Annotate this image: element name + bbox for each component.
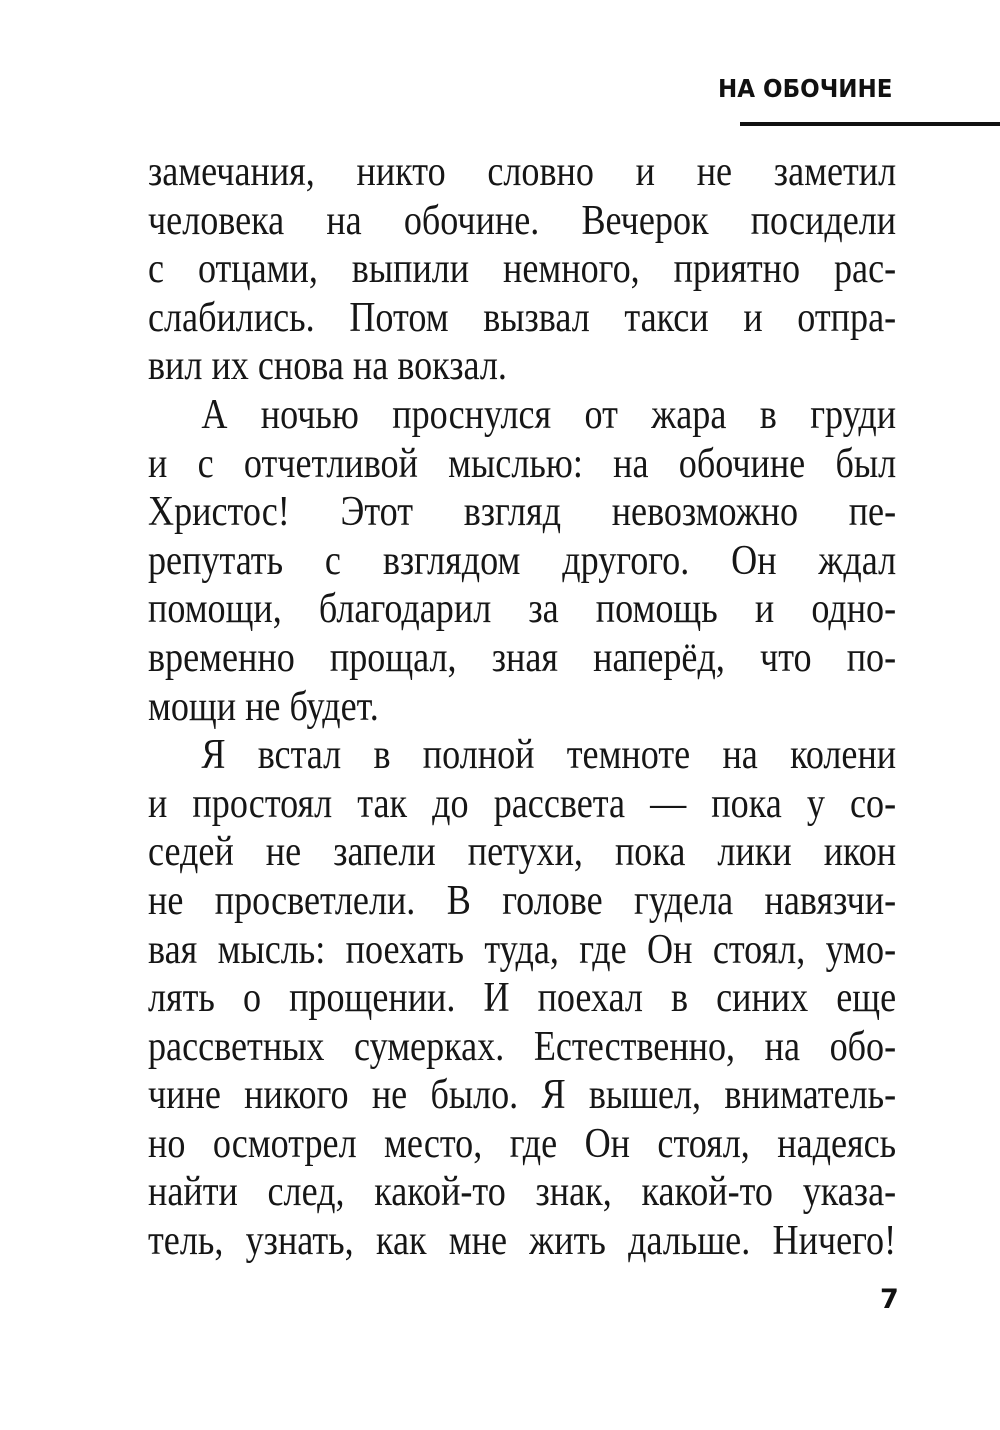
- body-text: [148, 148, 896, 1266]
- text-line: тель, узнать, как мне жить дальше. Ничего!: [148, 1218, 897, 1265]
- text-line: вая мысль: поехать туда, где Он стоял, умо-: [148, 926, 897, 973]
- text-line: репутать с взглядом другого. Он ждал: [148, 537, 897, 584]
- text-line: и простоял так до рассвета — пока у со-: [148, 780, 897, 827]
- page-number: 7: [880, 1284, 899, 1315]
- text-line: временно прощал, зная наперёд, что по-: [148, 634, 897, 681]
- text-line: вил их снова на вокзал.: [148, 343, 507, 390]
- text-line: лять о прощении. И поехал в синих еще: [148, 975, 897, 1022]
- text-line: чине никого не было. Я вышел, вниматель-: [148, 1072, 897, 1119]
- text-line: Я встал в полной темноте на колени: [201, 732, 897, 779]
- text-line: слабились. Потом вызвал такси и отпра-: [148, 294, 897, 341]
- paragraph: [148, 391, 896, 731]
- header-rule: [740, 122, 1000, 126]
- text-line: седей не запели петухи, пока лики икон: [148, 829, 897, 876]
- text-line: с отцами, выпили немного, приятно рас-: [148, 246, 897, 293]
- paragraph: [148, 731, 896, 1266]
- text-line: помощи, благодарил за помощь и одно-: [148, 586, 897, 633]
- text-line: человека на обочине. Вечерок посидели: [148, 197, 897, 244]
- text-line: рассветных сумерках. Естественно, на обо-: [148, 1023, 897, 1070]
- running-head-title: НА ОБОЧИНЕ: [718, 74, 893, 103]
- text-line: и с отчетливой мыслью: на обочине был: [148, 440, 897, 487]
- text-line: А ночью проснулся от жара в груди: [201, 391, 897, 438]
- text-line: но осмотрел место, где Он стоял, надеясь: [148, 1120, 897, 1167]
- text-line: найти след, какой-то знак, какой-то указа-: [148, 1169, 897, 1216]
- text-line: Христос! Этот взгляд невозможно пе-: [148, 489, 897, 536]
- text-line: не просветлели. В голове гудела навязчи-: [148, 877, 897, 924]
- paragraph: [148, 148, 896, 391]
- text-line: замечания, никто словно и не заметил: [148, 149, 897, 195]
- text-line: мощи не будет.: [148, 683, 379, 730]
